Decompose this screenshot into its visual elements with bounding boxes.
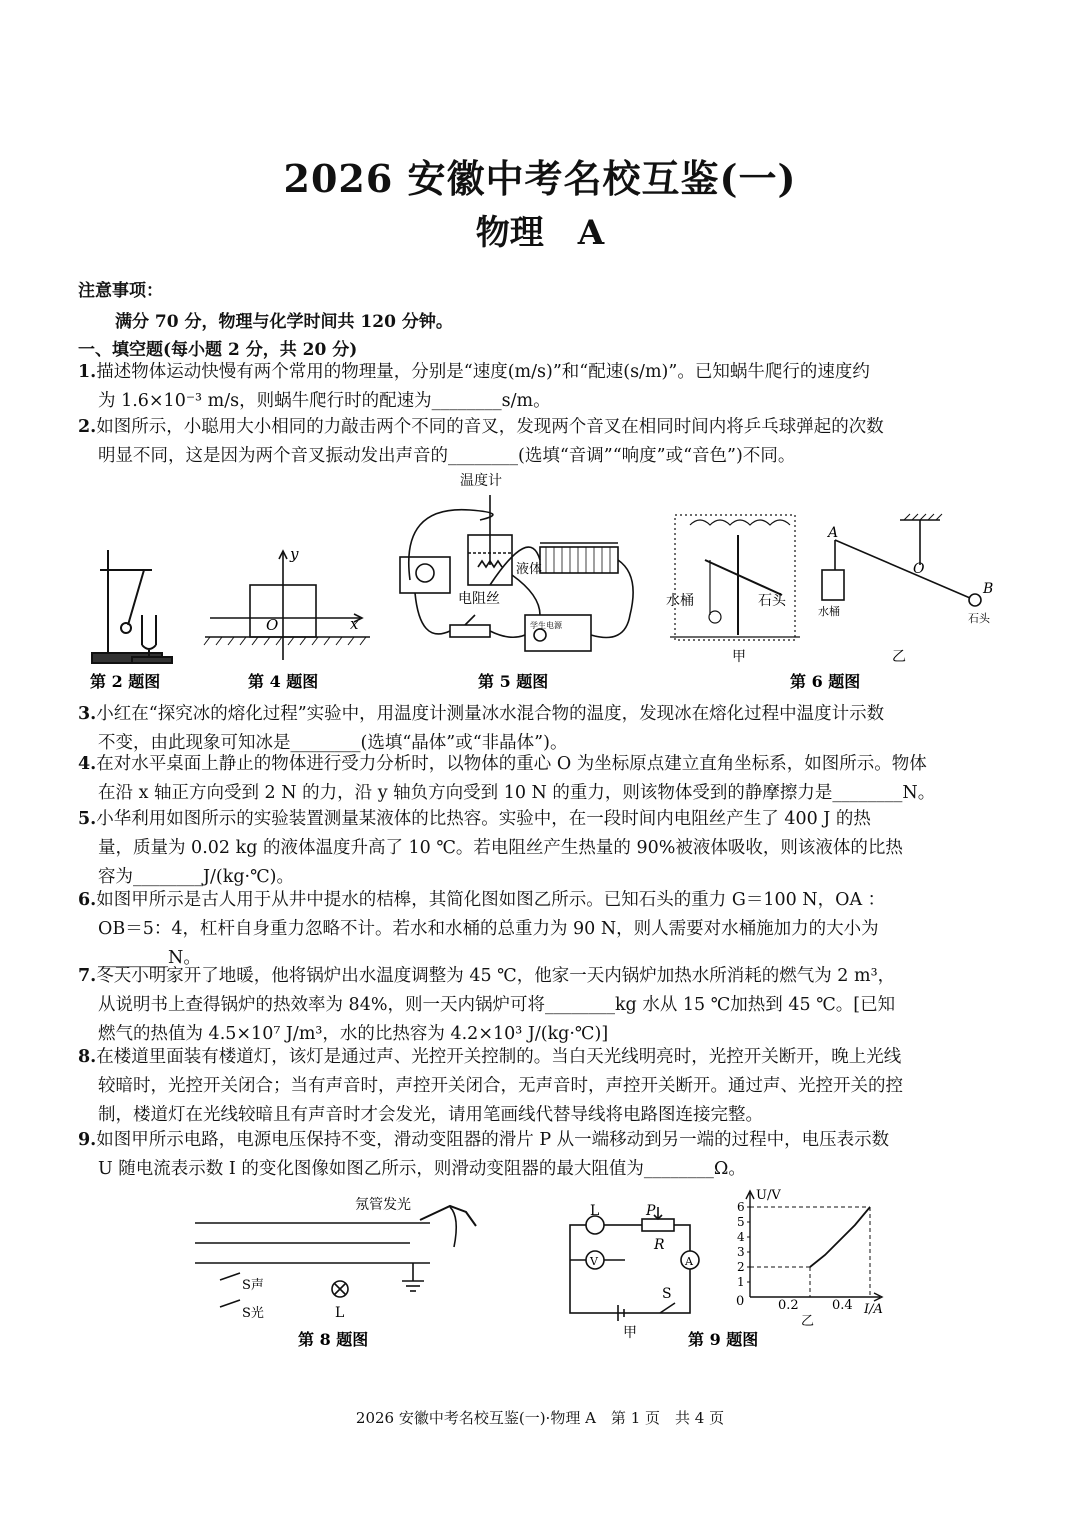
question-line: 小华利用如图所示的实验装置测量某液体的比热容。实验中，在一段时间内电阻丝产生了 400 J 的热 (96, 809, 871, 829)
fig5-caption: 第 5 题图 (478, 672, 549, 691)
fig2-caption: 第 2 题图 (90, 672, 161, 691)
question-line: ________N。 (98, 948, 201, 968)
question-line: 较暗时，光控开关闭合；当有声音时，声控开关闭合，无声音时，声控开关断开。通过声、光控开关的控 (98, 1076, 903, 1096)
question-number: 8. (78, 1047, 97, 1067)
question-number: 6. (78, 890, 97, 910)
question-number: 2. (78, 417, 97, 437)
fig9-s-label: S (662, 1286, 672, 1302)
question-line: 量，质量为 0.02 kg 的液体温度升高了 10 ℃。若电阻丝产生热量的 90%被液体吸收，则该液体的比热 (98, 838, 903, 858)
fig9-a-label: A (685, 1255, 693, 1268)
graph-y-tick-label: 1 (737, 1275, 745, 1289)
page-footer: 2026 安徽中考名校互鉴(一)·物理 A 第 1 页 共 4 页 (355, 1409, 725, 1427)
fig5-thermometer-label: 温度计 (460, 473, 502, 489)
fig5-liquid-label: 液体 (516, 562, 543, 577)
graph-y-tick-label: 5 (737, 1215, 745, 1229)
graph-y-tick-label: 2 (737, 1260, 745, 1274)
fig8-neon-label: 氖管发光 (355, 1197, 411, 1213)
fig8-circuit-diagram (195, 1206, 476, 1307)
section-heading: 一、填空题(每小题 2 分，共 20 分) (78, 340, 358, 360)
fig6-yi-label: 乙 (892, 649, 906, 665)
fig9-origin-label: 0 (736, 1294, 745, 1309)
fig6-bucket-label: 水桶 (666, 593, 694, 609)
question-number: 5. (78, 809, 97, 829)
fig9-r-label: R (654, 1237, 665, 1253)
graph-y-tick-label: 4 (737, 1230, 745, 1244)
question-9 (78, 1126, 1013, 1184)
question-line: 描述物体运动快慢有两个常用的物理量，分别是“速度(m/s)”和“配速(s/m)”。已知蜗牛爬行的速度约 (96, 362, 870, 382)
graph-y-tick-label: 6 (737, 1200, 745, 1214)
question-line: OB＝5：4，杠杆自身重力忽略不计。若水和水桶的总重力为 90 N，则人需要对水桶施加力的大小为 (98, 919, 879, 939)
fig6-a-label: A (828, 525, 839, 541)
fig6-stone2-label: 石头 (968, 612, 990, 625)
question-number: 1. (78, 362, 97, 382)
fig8-lamp-label: L (335, 1305, 345, 1321)
question-line: U 随电流表示数 I 的变化图像如图乙所示，则滑动变阻器的最大阻值为________Ω。 (98, 1159, 746, 1179)
question-number: 7. (78, 966, 97, 986)
question-7 (78, 962, 1013, 1049)
question-line: 容为________J/(kg·℃)。 (98, 867, 295, 887)
question-line: 从说明书上查得锅炉的热效率为 84%，则一天内锅炉可将________kg 水从 15 ℃加热到 45 ℃。[已知 (98, 995, 896, 1015)
question-number: 3. (78, 704, 97, 724)
fig6-o-label: O (913, 561, 925, 577)
fig8-s-sound-label: S声 (242, 1278, 264, 1293)
question-5 (78, 805, 1013, 892)
question-line: 如图甲所示是古人用于从井中提水的桔槔，其简化图如图乙所示。已知石头的重力 G＝100 N，OA ： (96, 890, 886, 910)
fig2-tuning-fork-diagram (92, 550, 172, 663)
question-line: 在沿 x 轴正方向受到 2 N 的力，沿 y 轴负方向受到 10 N 的重力，则该物体受到的静摩擦力是________N。 (98, 783, 936, 803)
fig5-wire-label: 电阻丝 (458, 591, 500, 607)
fig4-axes-diagram (204, 551, 370, 660)
question-line: 制，楼道灯在光线较暗且有声音时才会发光，请用笔画线代替导线将电路图连接完整。 (98, 1105, 763, 1125)
fig9-p-label: P (646, 1203, 656, 1219)
fig9-caption: 第 9 题图 (688, 1330, 759, 1349)
graph-y-tick-label: 3 (737, 1245, 745, 1259)
exam-title: 2026 安徽中考名校互鉴(一) (283, 156, 797, 201)
fig9-jia-label: 甲 (623, 1325, 637, 1341)
question-line: 在对水平桌面上静止的物体进行受力分析时，以物体的重心 O 为坐标原点建立直角坐标系，如图所示。物体 (96, 754, 927, 774)
fig6-well-sketch (670, 515, 800, 640)
fig4-origin-label: O (266, 616, 279, 634)
question-line: 为 1.6×10⁻³ m/s，则蜗牛爬行时的配速为________s/m。 (98, 391, 551, 411)
fig9-v-label: V (590, 1255, 598, 1268)
question-line: 冬天小明家开了地暖，他将锅炉出水温度调整为 45 ℃，他家一天内锅炉加热水所消耗的燃气为 2 m³， (96, 966, 896, 986)
question-1 (78, 358, 1013, 416)
fig9-ui-graph (737, 1191, 882, 1301)
question-line: 在楼道里面装有楼道灯，该灯是通过声、光控开关控制的。当白天光线明亮时，光控开关断开，晚上光线 (96, 1047, 902, 1067)
fig6-caption: 第 6 题图 (790, 672, 861, 691)
fig5-power-label: 学生电源 (530, 621, 562, 630)
question-line: 如图所示，小聪用大小相同的力敲击两个不同的音叉，发现两个音叉在相同时间内将乒乓球弹起的次数 (96, 417, 884, 437)
question-line: 明显不同，这是因为两个音叉振动发出声音的________(选填“音调”“响度”或“音色”)不同。 (98, 446, 796, 466)
fig6-jia-label: 甲 (732, 649, 746, 665)
question-2 (78, 413, 1013, 471)
question-line: 小红在“探究冰的熔化过程”实验中，用温度计测量冰水混合物的温度，发现冰在熔化过程中温度计示数 (96, 704, 885, 724)
question-8 (78, 1043, 1013, 1130)
fig9-x2-label: 0.4 (832, 1298, 853, 1313)
fig4-y-label: y (290, 545, 299, 563)
fig6-stone-label: 石头 (758, 593, 786, 609)
question-line: 如图甲所示电路，电源电压保持不变，滑动变阻器的滑片 P 从一端移动到另一端的过程中，电压表示数 (96, 1130, 890, 1150)
fig8-s-light-label: S光 (242, 1306, 264, 1321)
fig8-caption: 第 8 题图 (298, 1330, 369, 1349)
fig9-yi-label: 乙 (801, 1314, 815, 1329)
fig4-x-label: x (350, 615, 359, 633)
question-number: 9. (78, 1130, 97, 1150)
fig9-yaxis-label: U/V (756, 1188, 781, 1203)
question-number: 4. (78, 754, 97, 774)
question-line: 不变，由此现象可知冰是________(选填“晶体”或“非晶体”)。 (98, 733, 568, 753)
fig6-lever-diagram (822, 514, 981, 606)
notes-body: 满分 70 分，物理与化学时间共 120 分钟。 (115, 312, 453, 332)
figures-row-2 (180, 1185, 900, 1360)
fig6-b-label: B (983, 581, 994, 597)
fig6-bucket2-label: 水桶 (818, 605, 840, 618)
fig9-xaxis-label: I/A (864, 1302, 883, 1317)
question-4 (78, 750, 1013, 808)
fig9-x1-label: 0.2 (778, 1298, 799, 1313)
notes-heading: 注意事项： (78, 281, 163, 301)
question-6 (78, 886, 1013, 973)
exam-subtitle: 物理 A (475, 213, 605, 253)
fig9-l-label: L (590, 1203, 600, 1219)
fig4-caption: 第 4 题图 (248, 672, 319, 691)
graph-curve (810, 1207, 870, 1267)
question-line: 燃气的热值为 4.5×10⁷ J/m³，水的比热容为 4.2×10³ J/(kg·℃)] (98, 1024, 609, 1044)
figures-row-1 (70, 465, 1030, 695)
